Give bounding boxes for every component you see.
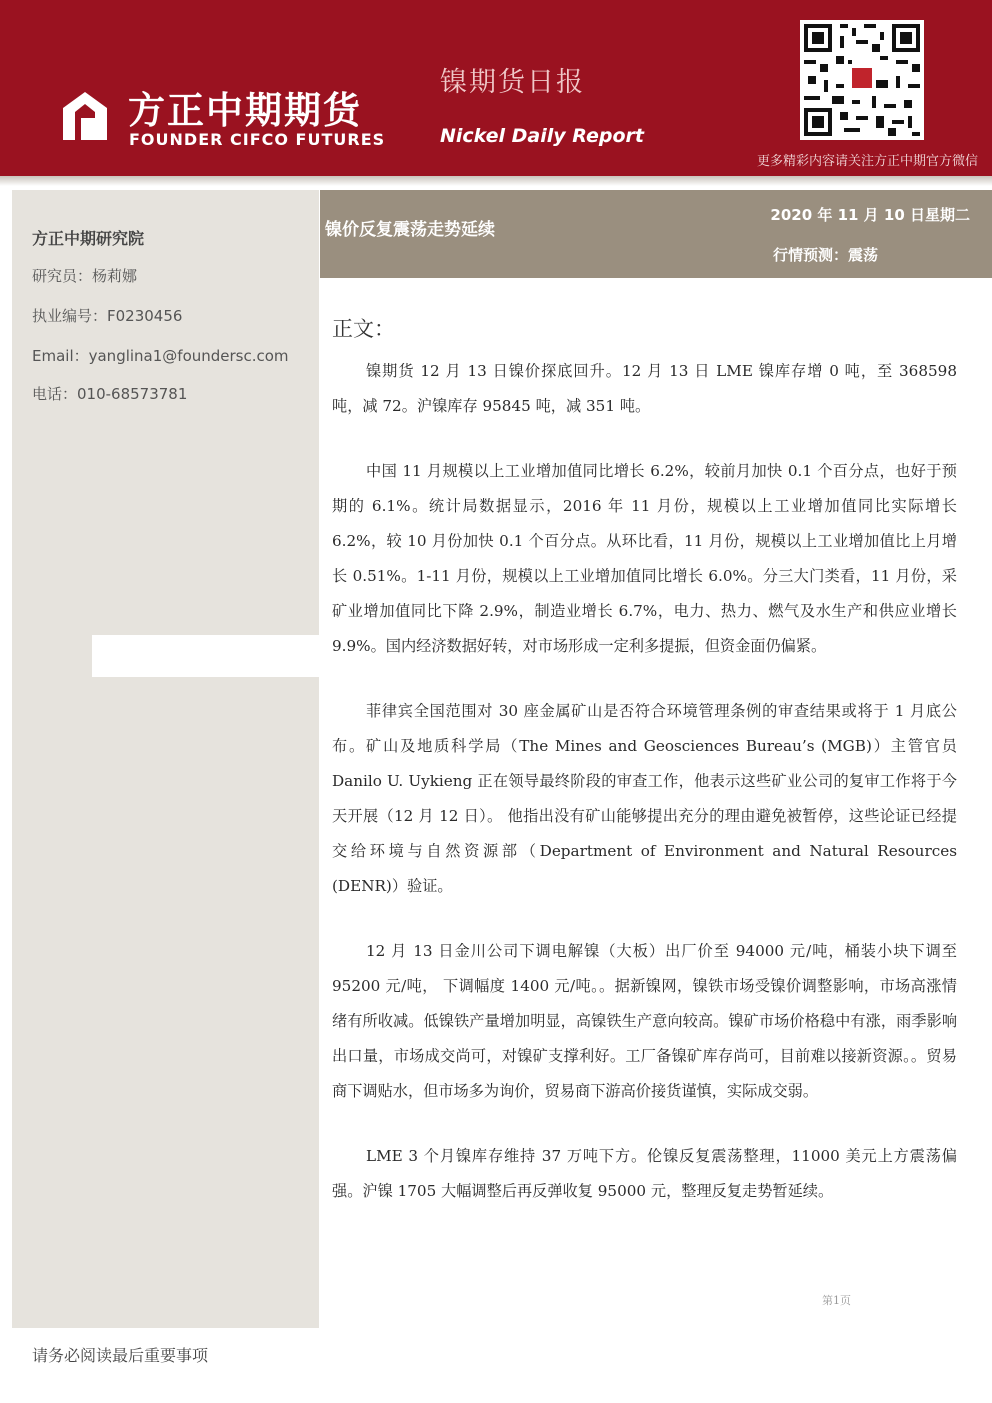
paragraph-lme-inventory: 镍期货 12 月 13 日镍价探底回升。12 月 13 日 LME 镍库存增 0 吨，至 368598 吨，减 72。沪镍库存 95845 吨，减 351 吨。 [332,362,957,415]
report-body [332,354,957,1239]
report-title-en: Nickel Daily Report [440,125,644,147]
wechat-qr-code-icon[interactable] [800,20,924,140]
logo-chinese: 方正中期期货 [128,89,362,132]
founder-logo-icon [55,88,115,148]
market-outlook: 行情预测：震荡 [773,246,879,264]
analyst-phone: 电话：010-68573781 [32,385,188,403]
paragraph-philippines-mines: 菲律宾全国范围对 30 座金属矿山是否符合环境管理条例的审查结果或将于 1 月底公布。矿山及地质科学局（The Mines and Geosciences Bureau’s (MGB)）主管官员 Danilo U. Uykieng 正在领导最终阶段的审查工作，他表示这些矿业公司的复审工作将于今天开展（12 月 12 日）。 他指出没有矿山能够提出充分的理由避免被暂停，这些论证已经提交给环境与自然资源部（Department of Environment and Natural Resources (DENR)）验证。 [332,702,957,895]
header-divider [0,176,992,186]
disclaimer-note: 请务必阅读最后重要事项 [32,1346,209,1365]
report-date: 2020 年 11 月 10 日星期二 [770,206,970,224]
logo-english: FOUNDER CIFCO FUTURES [129,130,386,149]
paragraph-china-industry: 中国 11 月规模以上工业增加值同比增长 6.2%，较前月加快 0.1 个百分点，也好于预期的 6.1%。统计局数据显示，2016 年 11 月份，规模以上工业增加值同比实际增长 6.2%，较 10 月份加快 0.1 个百分点。从环比看，11 月份，规模以上工业增加值比上月增长 0.51%。1-11 月份，规模以上工业增加值同比增长 6.0%。分三大门类看，11 月份，采矿业增加值同比下降 2.9%，制造业增长 6.7%，电力、热力、燃气及水生产和供应业增长 9.9%。国内经济数据好转，对市场形成一定利多提振，但资金面仍偏紧。 [332,462,957,655]
report-title-cn: 镍期货日报 [440,67,585,98]
body-heading: 正文： [332,317,395,341]
page-number: 第1页 [822,1294,851,1307]
report-headline: 镍价反复震荡走势延续 [325,220,495,240]
analyst-email[interactable]: Email：yanglina1@foundersc.com [32,347,289,365]
license-number: 执业编号：F0230456 [32,307,183,325]
analyst-name: 研究员：杨莉娜 [32,267,138,285]
sidebar-blank-strip [92,635,322,677]
paragraph-jinchuan-price: 12 月 13 日金川公司下调电解镍（大板）出厂价至 94000 元/吨，桶装小块下调至 95200 元/吨， 下调幅度 1400 元/吨。。据新镍网，镍铁市场受镍价调整影响，市场高涨情绪有所收减。低镍铁产量增加明显，高镍铁生产意向较高。镍矿市场价格稳中有涨，雨季影响出口量，市场成交尚可，对镍矿支撑利好。工厂备镍矿库存尚可，目前难以接新资源。。贸易商下调贴水，但市场多为询价，贸易商下游高价接货谨慎，实际成交弱。 [332,942,957,1100]
paragraph-market-summary: LME 3 个月镍库存维持 37 万吨下方。伦镍反复震荡整理，11000 美元上方震荡偏强。沪镍 1705 大幅调整后再反弹收复 95000 元，整理反复走势暂延续。 [332,1147,957,1200]
wechat-follow-note: 更多精彩内容请关注方正中期官方微信 [756,154,978,169]
institute-name: 方正中期研究院 [32,229,145,248]
